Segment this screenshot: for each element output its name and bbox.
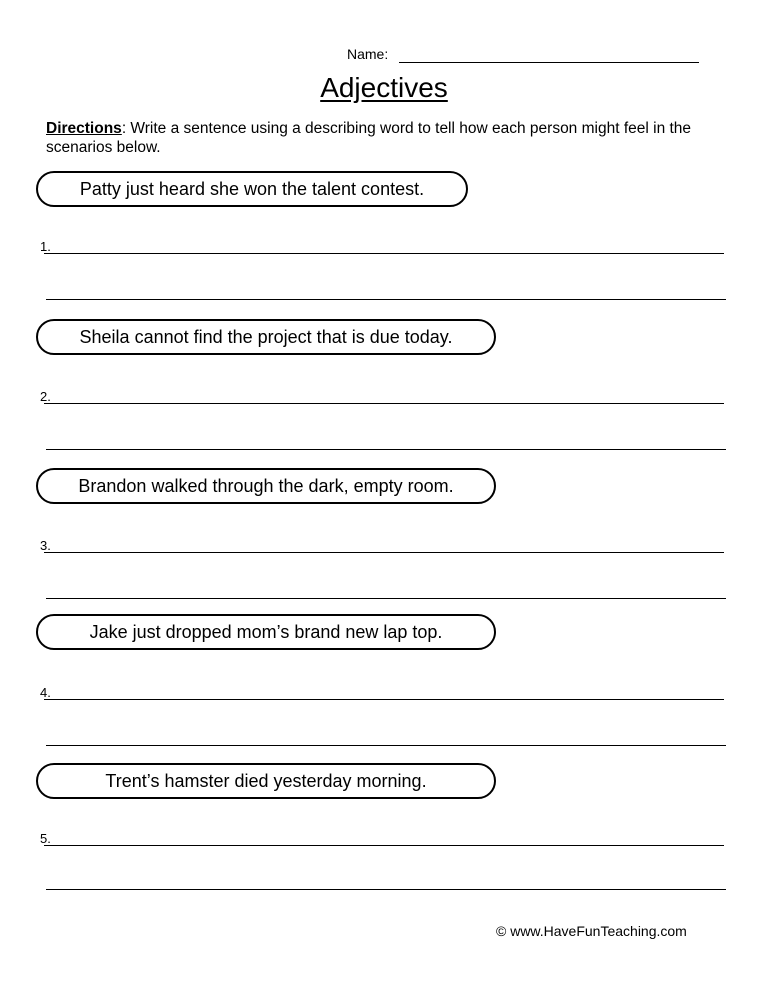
scenario-text: Trent’s hamster died yesterday morning. — [105, 770, 427, 791]
scenario-text: Sheila cannot find the project that is due today. — [79, 326, 453, 347]
scenario-box-3 — [36, 468, 496, 504]
item-number: 3. — [40, 538, 51, 553]
scenario-text: Patty just heard she won the talent contest. — [79, 178, 425, 199]
answer-line-2b[interactable] — [46, 449, 726, 450]
item-number: 4. — [40, 685, 51, 700]
answer-line-1a[interactable] — [44, 253, 724, 254]
answer-line-5b[interactable] — [46, 889, 726, 890]
name-field — [347, 46, 707, 66]
scenario-text: Brandon walked through the dark, empty room. — [78, 475, 454, 496]
item-number: 1. — [40, 239, 51, 254]
scenario-box-4 — [36, 614, 496, 650]
name-write-line[interactable] — [399, 62, 699, 63]
page-title: Adjectives — [320, 72, 448, 103]
answer-line-2a[interactable] — [44, 403, 724, 404]
copyright-footer: © www.HaveFunTeaching.com — [496, 923, 687, 939]
scenario-box-1 — [36, 171, 468, 207]
answer-line-1b[interactable] — [46, 299, 726, 300]
scenario-box-2 — [36, 319, 496, 355]
answer-line-3b[interactable] — [46, 598, 726, 599]
directions-label: Directions — [46, 120, 122, 137]
scenario-text: Jake just dropped mom’s brand new lap top. — [89, 621, 443, 642]
directions-text: : Write a sentence using a describing word to tell how each person might feel in the scenarios below. — [46, 120, 692, 156]
answer-line-5a[interactable] — [44, 845, 724, 846]
name-label: Name: — [347, 46, 389, 62]
scenario-box-5 — [36, 763, 496, 799]
item-number: 5. — [40, 831, 51, 846]
answer-line-3a[interactable] — [44, 552, 724, 553]
answer-line-4b[interactable] — [46, 745, 726, 746]
item-number: 2. — [40, 389, 51, 404]
directions — [46, 119, 736, 157]
answer-line-4a[interactable] — [44, 699, 724, 700]
